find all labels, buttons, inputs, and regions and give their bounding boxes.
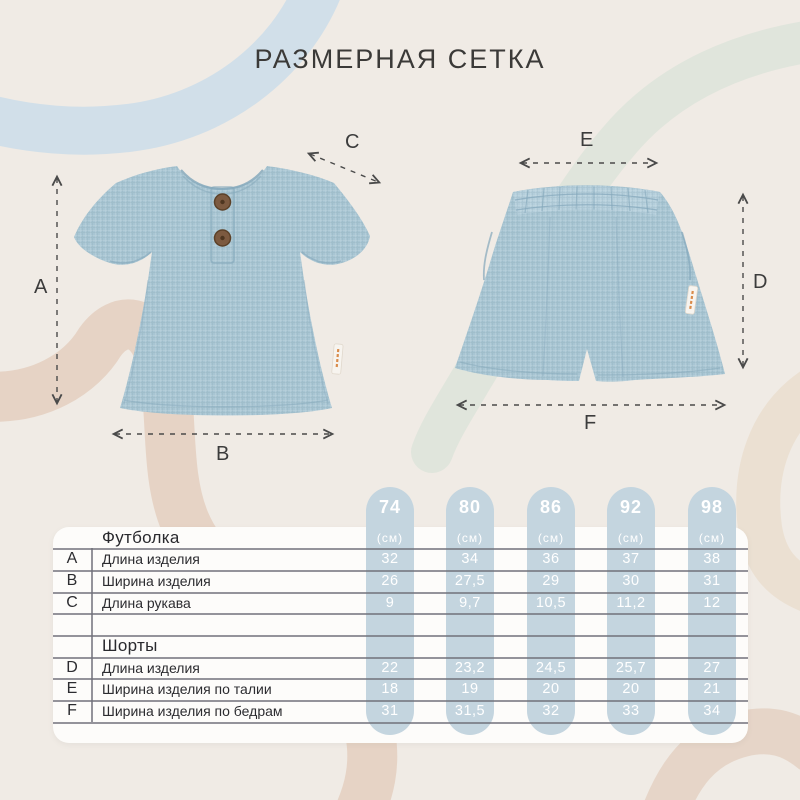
cell-value: 34 xyxy=(461,551,479,567)
cell-value: 23,2 xyxy=(454,659,486,676)
cell-value: 36 xyxy=(542,551,560,567)
cell-value: 34 xyxy=(703,703,721,719)
size-header: 86 xyxy=(539,496,563,517)
cell-value: 11,2 xyxy=(616,594,646,611)
cell-value: 24,5 xyxy=(535,659,567,676)
size-header: 98 xyxy=(700,496,724,517)
cell-value: 18 xyxy=(381,681,399,697)
cell-value: 26 xyxy=(381,573,399,589)
cell-value: 25,7 xyxy=(615,659,647,676)
row-letter: С xyxy=(66,593,78,611)
page-title: РАЗМЕРНАЯ СЕТКА xyxy=(254,44,546,74)
dimension-label-b: B xyxy=(216,443,230,465)
cell-value: 12 xyxy=(703,594,721,611)
cell-value: 27 xyxy=(703,659,721,676)
row-param: Ширина изделия по бедрам xyxy=(102,703,283,719)
cell-value: 38 xyxy=(703,551,721,567)
row-param: Ширина изделия по талии xyxy=(102,681,272,697)
arrow-c xyxy=(310,154,378,182)
cell-value: 30 xyxy=(622,573,640,589)
cell-value: 31 xyxy=(381,703,399,719)
row-param: Длина изделия xyxy=(102,551,200,567)
cell-value: 32 xyxy=(542,703,560,719)
cell-value: 32 xyxy=(381,551,399,567)
row-param: Длина изделия xyxy=(102,659,200,676)
row-letter: В xyxy=(66,572,78,589)
cell-value: 33 xyxy=(622,703,640,719)
cell-value: 20 xyxy=(542,681,560,697)
cell-value: 19 xyxy=(461,681,479,697)
row-letter: А xyxy=(66,550,78,567)
cell-value: 9,7 xyxy=(459,594,481,611)
dimension-label-e: E xyxy=(580,129,594,151)
cell-value: 29 xyxy=(542,573,560,589)
section-header-tshirt: Футболка xyxy=(102,527,180,547)
row-param: Длина рукава xyxy=(102,594,191,611)
unit-label: (см) xyxy=(456,530,484,545)
size-header: 80 xyxy=(458,496,482,517)
cell-value: 37 xyxy=(622,551,640,567)
cell-value: 31 xyxy=(703,573,721,589)
row-letter: F xyxy=(67,702,77,719)
dimension-label-f: F xyxy=(584,412,597,434)
dimension-label-a: А xyxy=(34,276,48,298)
table-grid-line xyxy=(53,613,748,615)
row-letter: D xyxy=(66,658,78,676)
cell-value: 20 xyxy=(622,681,640,697)
unit-label: (см) xyxy=(698,530,726,545)
dimension-label-d: D xyxy=(753,271,768,293)
cell-value: 31,5 xyxy=(454,703,486,719)
table-divider-line xyxy=(91,548,93,722)
cell-value: 21 xyxy=(703,681,721,697)
section-header-shorts: Шорты xyxy=(102,636,158,655)
cell-value: 10,5 xyxy=(535,594,567,611)
size-header: 74 xyxy=(378,496,402,517)
table-grid-line xyxy=(53,722,748,724)
dimension-label-c: C xyxy=(345,131,360,153)
cell-value: 22 xyxy=(381,659,399,676)
row-letter: E xyxy=(66,680,78,697)
size-header: 92 xyxy=(619,496,643,517)
cell-value: 27,5 xyxy=(454,573,486,589)
cell-value: 9 xyxy=(385,594,395,611)
unit-label: (см) xyxy=(537,530,565,545)
unit-label: (см) xyxy=(376,530,404,545)
row-param: Ширина изделия xyxy=(102,573,211,589)
unit-label: (см) xyxy=(617,530,645,545)
